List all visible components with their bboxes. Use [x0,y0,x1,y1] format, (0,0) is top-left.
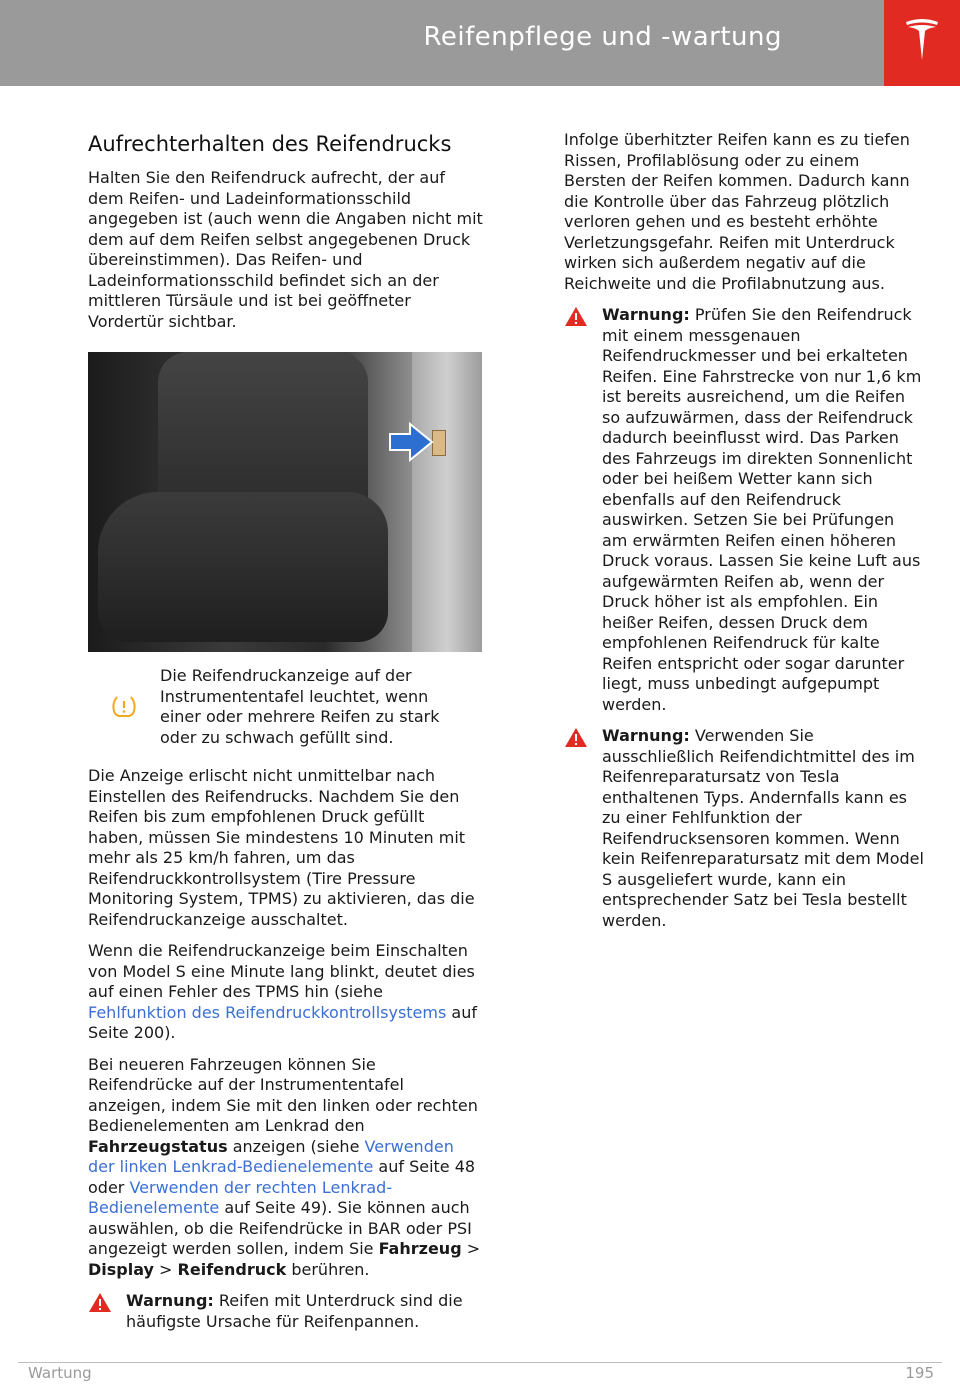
left-column [88,130,483,1343]
tire-label-sticker [432,430,446,456]
warning-body: Prüfen Sie den Reifendruck mit einem messgenauen Reifendruckmesser und bei erkalteten Reifen. Eine Fahrstrecke von nur 1,6 km ist bereits ausreichend, um die Reifen so aufzuwärmen, dass der Reifendruck dadurch beeinflusst wird. Das Parken des Fahrzeugs im direkten Sonnenlicht oder bei heißem Wetter kann sich ebenfalls auf den Reifendruck auswirken. Setzen Sie bei Prüfungen am erwärmten Reifen einen höheren Druck voraus. Lassen Sie keine Luft aus aufgewärmten Reifen ab, wenn der Druck höher ist als empfohlen. Ein heißer Reifen, dessen Druck dem empfohlenen Reifendruck für kalte Reifen entspricht oder sogar darunter liegt, muss unbedingt aufgepumpt werden. [602,305,922,714]
left-wheel-controls-link[interactable]: Verwenden der linken Lenkrad-Bedienelemente [88,1136,454,1176]
tpms-text-a: Wenn die Reifendruckanzeige beim Einschalten von Model S eine Minute lang blinkt, deutet dies auf einen Fehler des TPMS hin (siehe [88,941,475,1001]
page-header-title: Reifenpflege und -wartung [423,22,782,52]
warning-body: Verwenden Sie ausschließlich Reifendichtmittel des im Reifenreparatursatz von Tesla enthaltenen Typs. Andernfalls kann es zu einer Fehlfunktion der Reifendrucksensoren kommen. Wenn kein Reifenreparatursatz mit dem Model S ausgeliefert wurde, kann ein entsprechender Satz bei Tesla bestellt werden. [602,726,924,930]
warning-label: Warnung: [602,305,690,324]
display-text-a: Bei neueren Fahrzeugen können Sie Reifendrücke auf der Instrumententafel anzeigen, indem Sie mit den linken oder rechten Bedienelementen am Lenkrad den [88,1054,478,1135]
right-wheel-controls-link[interactable]: Verwenden der rechten Lenkrad-Bedienelemente [88,1177,393,1217]
indicator-icon-wrap [88,695,160,719]
indicator-text: Die Reifendruckanzeige auf der Instrumententafel leuchtet, wenn einer oder mehrere Reifen zu stark oder zu schwach gefüllt sind. [160,666,440,747]
tesla-logo-icon [904,16,940,62]
tire-pressure-warning-icon [111,695,137,719]
warning-underinflation [88,1291,483,1332]
menu-sep-2: > [153,1259,178,1279]
logo-box [884,0,960,86]
tpms-paragraph [88,941,483,1044]
menu-display: Display [88,1259,154,1279]
warning-text [602,726,924,931]
menu-tire-pressure: Reifendruck [177,1259,287,1279]
door-pillar-shape [412,352,482,652]
tpms-fault-link[interactable]: Fehlfunktion des Reifendruckkontrollsystems [88,1002,447,1022]
footer-section: Wartung [28,1364,92,1382]
warning-icon-wrap [88,1291,126,1332]
warning-triangle-icon [564,727,588,748]
warning-label: Warnung: [602,726,690,745]
tpms-text-b: auf Seite 200). [88,1002,477,1042]
warning-label: Warnung: [126,1291,214,1310]
warning-sealant [564,726,924,931]
display-paragraph [88,1055,483,1281]
overheat-paragraph: Infolge überhitzter Reifen kann es zu tiefen Rissen, Profilablösung oder zu einem Bersten der Reifen kommen. Dadurch kann die Kontrolle über das Fahrzeug plötzlich verloren gehen und es besteht erhöhte Verletzungsgefahr. Reifen mit Unterdruck wirken sich außerdem negativ auf die Reichweite und die Profilabnutzung aus. [564,130,910,293]
warning-text [126,1291,483,1332]
right-column [564,130,924,942]
reset-paragraph: Die Anzeige erlischt nicht unmittelbar nach Einstellen des Reifendrucks. Nachdem Sie den Reifen bis zum empfohlenen Druck gefüllt haben, müssen Sie mindestens 10 Minuten mit mehr als 25 km/h fahren, um das Reifendruckkontrollsystem (Tire Pressure Monitoring System, TPMS) zu aktivieren, das die Reifendruckanzeige ausschaltet. [88,766,475,929]
menu-sep-1: > [461,1239,481,1258]
indicator-note [88,666,483,748]
menu-vehicle: Fahrzeug [378,1239,462,1258]
section-title: Aufrechterhalten des Reifendrucks [88,132,452,156]
warning-text [602,305,924,715]
display-text-d: auf Seite 49). Sie können auch auswählen, ob die Reifendrücke in BAR oder PSI angezeigt werden sollen, indem Sie [88,1198,472,1258]
arrow-icon [388,422,434,462]
footer-divider [18,1362,942,1363]
warning-icon-wrap [564,305,602,715]
display-text-c: auf Seite 48 oder [88,1157,476,1197]
warning-icon-wrap [564,726,602,931]
intro-paragraph: Halten Sie den Reifendruck aufrecht, der auf dem Reifen- und Ladeinformationsschild angegeben ist (auch wenn die Angaben nicht mit dem auf dem Reifen selbst angegebenen Druck übereinstimmen). Das Reifen- und Ladeinformationsschild befindet sich an der mittleren Türsäule und ist bei geöffneter Vordertür sichtbar. [88,168,483,331]
door-pillar-photo [88,352,482,652]
header-bar [0,0,884,86]
page-number: 195 [905,1364,934,1382]
display-text-b: anzeigen (siehe [227,1136,365,1156]
warning-body: Reifen mit Unterdruck sind die häufigste Ursache für Reifenpannen. [126,1291,463,1331]
vehicle-status-term: Fahrzeugstatus [88,1136,228,1156]
warning-triangle-icon [88,1292,112,1313]
warning-triangle-icon [564,306,588,327]
seat-base-shape [98,492,388,642]
warning-cold-check [564,305,924,715]
display-text-e: berühren. [286,1259,370,1279]
